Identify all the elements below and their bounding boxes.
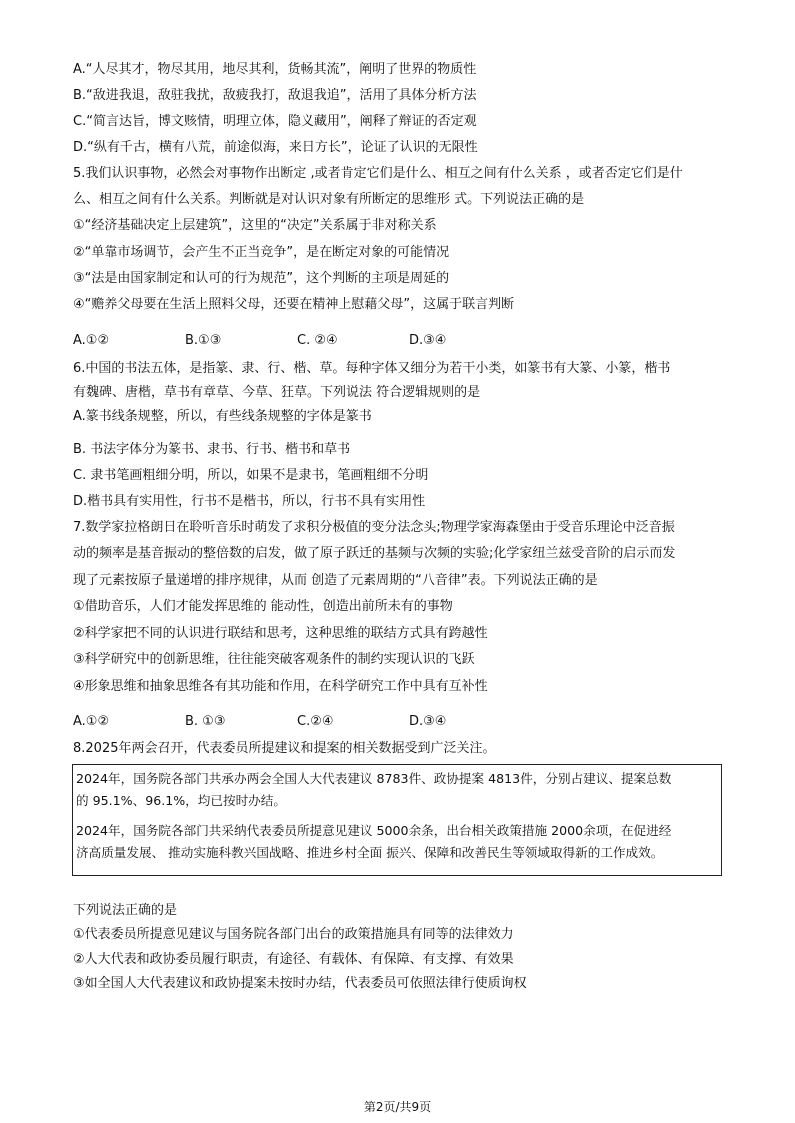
q8-box-para-2-line-2: 济高质量发展、 推动实施科教兴国战略、推进乡村全面 振兴、保障和改善民生等领域取得新的工作成效。 [76,845,664,860]
q7-statement-2: ②科学家把不同的认识进行联结和思考，这种思维的联结方式具有跨越性 [73,626,488,641]
q5-statement-2: ②“单靠市场调节，会产生不正当竞争”，是在断定对象的可能情况 [73,245,450,260]
q5-statement-4: ④“赡养父母要在生活上照料父母，还要在精神上慰藉父母”，这属于联言判断 [73,297,515,312]
q8-statement-2: ②人大代表和政协委员履行职责，有途径、有载体、有保障、有支撑、有效果 [73,952,514,967]
q4-option-c: C.“简言达旨，博文赅情，明理立体，隐义藏用”，阐释了辩证的否定观 [73,114,477,129]
q5-option-a: A.①② [73,333,110,348]
q8-box-para-1-line-1: 2024年，国务院各部门共承办两会全国人大代表建议 8783件、政协提案 4813件，分别占建议、提案总数 [76,771,672,786]
page-number: 第2页/共9页 [363,1100,432,1114]
q6-option-c: C. 隶书笔画粗细分明，所以，如果不是隶书，笔画粗细不分明 [73,468,429,483]
q5-stem-line-1: 5.我们认识事物，必然会对事物作出断定 ,或者肯定它们是什么、相互之间有什么关系 ，或者否定它们是什 [73,166,683,181]
q6-option-a: A.篆书线条规整，所以，有些线条规整的字体是篆书 [73,409,372,424]
q5-option-c: C. ②④ [297,333,338,348]
q5-statement-3: ③“法是由国家制定和认可的行为规范”，这个判断的主项是周延的 [73,271,450,286]
q8-box-para-1-line-2: 的 95.1%、96.1%，均已按时办结。 [76,793,286,808]
q8-material-box [72,764,722,876]
q5-statement-1: ①“经济基础决定上层建筑”，这里的“决定”关系属于非对称关系 [73,218,437,233]
q8-box-para-2-line-1: 2024年，国务院各部门共采纳代表委员所提意见建议 5000余条，出台相关政策措施 2000余项，在促进经 [76,823,672,838]
q8-prompt: 下列说法正确的是 [73,903,178,918]
q5-stem-line-2: 么、相互之间有什么关系。判断就是对认识对象有所断定的思维形 式。下列说法正确的是 [73,192,585,207]
q7-stem-line-2: 动的频率是基音振动的整倍数的启发，做了原子跃迁的基频与次频的实验;化学家纽兰兹受音阶的启示而发 [73,546,676,561]
q7-option-c: C.②④ [297,714,334,729]
q4-option-a: A.“人尽其才，物尽其用，地尽其利，货畅其流”，阐明了世界的物质性 [73,62,477,77]
q8-stem: 8.2025年两会召开，代表委员所提建议和提案的相关数据受到广泛关注。 [73,741,496,756]
q6-option-b: B. 书法字体分为篆书、隶书、行书、楷书和草书 [73,442,351,457]
q4-option-b: B.“敌进我退，敌驻我扰，敌疲我打，敌退我追”，活用了具体分析方法 [73,88,477,103]
q7-statement-3: ③科学研究中的创新思维，往往能突破客观条件的制约实现认识的飞跃 [73,652,475,667]
q8-statement-3: ③如全国人大代表建议和政协提案未按时办结，代表委员可依照法律行使质询权 [73,976,527,991]
q7-stem-line-3: 现了元素按原子量递增的排序规律，从而 创造了元素周期的“八音律”表。下列说法正确的是 [73,573,598,588]
q6-option-d: D.楷书具有实用性，行书不是楷书，所以，行书不具有实用性 [73,494,426,509]
q7-option-d: D.③④ [409,714,447,729]
q7-statement-1: ①借助音乐，人们才能发挥思维的 能动性，创造出前所未有的事物 [73,599,453,614]
q8-statement-1: ①代表委员所提意见建议与国务院各部门出台的政策措施具有同等的法律效力 [73,927,514,942]
q6-stem-line-2: 有魏碑、唐楷，草书有章草、今草、狂草。下列说法 符合逻辑规则的是 [73,385,481,400]
q7-option-b: B. ①③ [185,714,226,729]
q7-option-a: A.①② [73,714,110,729]
q5-options [73,333,446,349]
q7-stem-line-1: 7.数学家拉格朗日在聆听音乐时萌发了求积分极值的变分法念头;物理学家海森堡由于受音乐理论中泛音振 [73,520,675,535]
q7-options [73,714,446,730]
q4-option-d: D.“纵有千古，横有八荒，前途似海，来日方长”，论证了认识的无限性 [73,140,478,155]
q7-statement-4: ④形象思维和抽象思维各有其功能和作用，在科学研究工作中具有互补性 [73,679,488,694]
q6-stem-line-1: 6.中国的书法五体，是指篆、隶、行、楷、草。每种字体又细分为若干小类，如篆书有大篆、小篆，楷书 [73,361,671,376]
q5-option-b: B.①③ [185,333,222,348]
q5-option-d: D.③④ [409,333,447,348]
